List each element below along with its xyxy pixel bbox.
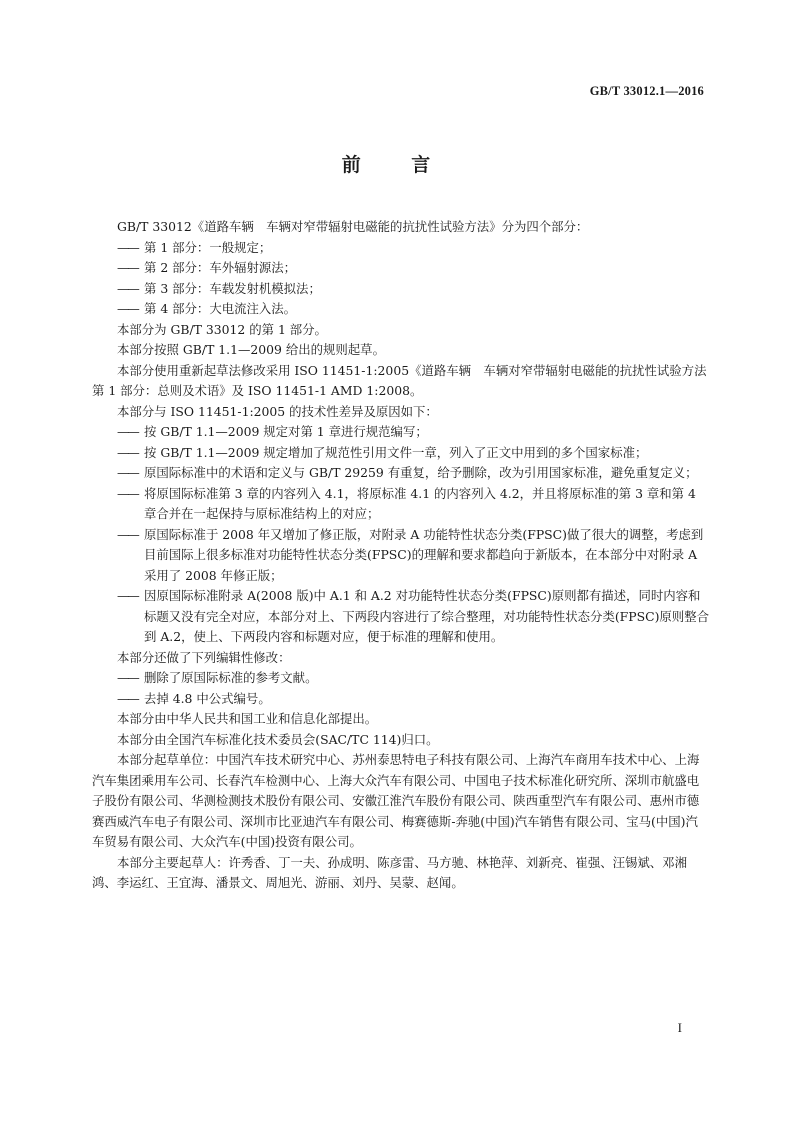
paragraph: 本部分使用重新起草法修改采用 ISO 11451-1:2005《道路车辆 车辆对窄带辐射电磁能的抗扰性试验方法 第 1 部分：总则及术语》及 ISO 11451-1 AMD 1:2008。 (92, 362, 719, 398)
list-item (92, 443, 709, 464)
paragraph: 本部分由中华人民共和国工业和信息化部提出。 (117, 711, 378, 726)
dash-mark: —— (117, 424, 138, 439)
paragraph: 本部分还做了下列编辑性修改： (117, 649, 291, 665)
list-item-text: 因原国际标准附录 A(2008 版)中 A.1 和 A.2 对功能特性状态分类(FPSC)原则都有描述，同时内容和标题又没有完全对应，本部分对上、下两段内容进行了综合整理，对功能特性状态分类(FPSC)原则整合到 A.2，使上、下两段内容和标题对应，便于标准的理解和使用。 (144, 588, 709, 644)
paragraph: GB/T 33012《道路车辆 车辆对窄带辐射电磁能的抗扰性试验方法》分为四个部分： (117, 219, 589, 234)
dash-mark: —— (117, 260, 138, 275)
list-item-text: 第 2 部分：车外辐射源法； (144, 260, 297, 275)
foreword-body (92, 217, 719, 894)
list-item (92, 668, 709, 689)
list-item-text: 删除了原国际标准的参考文献。 (144, 670, 318, 685)
dash-mark: —— (117, 670, 138, 685)
list-item-text: 去掉 4.8 中公式编号。 (144, 690, 271, 706)
dash-mark: —— (117, 526, 138, 542)
list-item-text: 原国际标准中的术语和定义与 GB/T 29259 有重复，给予删除，改为引用国家标准，避免重复定义； (144, 465, 698, 480)
dash-mark: —— (117, 239, 138, 255)
page-title: 前 言 (341, 154, 453, 176)
dash-mark: —— (117, 690, 138, 706)
paragraph: 本部分由全国汽车标准化技术委员会(SAC/TC 114)归口。 (117, 731, 439, 747)
dash-mark: —— (117, 301, 138, 316)
list-item (92, 238, 709, 259)
list-item (92, 422, 709, 443)
list-item (92, 586, 709, 648)
dash-mark: —— (117, 485, 138, 501)
list-item-text: 第 1 部分：一般规定； (144, 239, 272, 255)
list-item (92, 689, 709, 710)
list-item (92, 279, 709, 300)
list-item-text: 第 4 部分：大电流注入法。 (144, 301, 297, 316)
dash-mark: —— (117, 465, 138, 480)
list-item (92, 463, 709, 484)
paragraph: 本部分为 GB/T 33012 的第 1 部分。 (117, 321, 327, 337)
dash-mark: —— (117, 280, 138, 296)
list-item (92, 525, 709, 587)
standard-code: GB/T 33012.1—2016 (589, 84, 704, 98)
paragraph: 本部分与 ISO 11451-1:2005 的技术性差异及原因如下： (117, 403, 438, 419)
list-item (92, 484, 709, 525)
paragraph: 本部分起草单位：中国汽车技术研究中心、苏州泰思特电子科技有限公司、上海汽车商用车技术中心、上海汽车集团乘用车公司、长春汽车检测中心、上海大众汽车有限公司、中国电子技术标准化研究所、深圳市航盛电子股份有限公司、华测检测技术股份有限公司、安徽江淮汽车股份有限公司、陕西重型汽车有限公司、惠州市德赛西威汽车电子有限公司、深圳市比亚迪汽车有限公司、梅赛德斯-奔驰(中国)汽车销售有限公司、宝马(中国)汽车贸易有限公司、大众汽车(中国)投资有限公司。 (92, 752, 700, 849)
list-item (92, 258, 709, 279)
list-item-text: 按 GB/T 1.1—2009 规定对第 1 章进行规范编写； (144, 424, 428, 439)
dash-mark: —— (117, 444, 138, 460)
list-item-text: 将原国际标准第 3 章的内容列入 4.1，将原标准 4.1 的内容列入 4.2，并且将原标准的第 3 章和第 4 章合并在一起保持与原标准结构上的对应； (144, 485, 696, 521)
list-item-text: 原国际标准于 2008 年又增加了修正版，对附录 A 功能特性状态分类(FPSC)做了很大的调整，考虑到目前国际上很多标准对功能特性状态分类(FPSC)的理解和要求都趋向于新版本，在本部分中对附录 A 采用了 2008 年修正版； (144, 526, 704, 583)
page-number: I (677, 1020, 682, 1035)
list-item-text: 第 3 部分：车载发射机模拟法； (144, 280, 321, 296)
paragraph: 本部分主要起草人：许秀香、丁一夫、孙成明、陈彦雷、马方驰、林艳萍、刘新亮、崔强、汪锡斌、邓湘鸿、李运红、王宜海、潘景文、周旭光、游丽、刘丹、吴蒙、赵闻。 (92, 854, 687, 890)
dash-mark: —— (117, 588, 138, 603)
list-item (92, 299, 709, 320)
list-item-text: 按 GB/T 1.1—2009 规定增加了规范性引用文件一章，列入了正文中用到的多个国家标准； (144, 444, 648, 460)
paragraph: 本部分按照 GB/T 1.1—2009 给出的规则起草。 (117, 342, 385, 357)
